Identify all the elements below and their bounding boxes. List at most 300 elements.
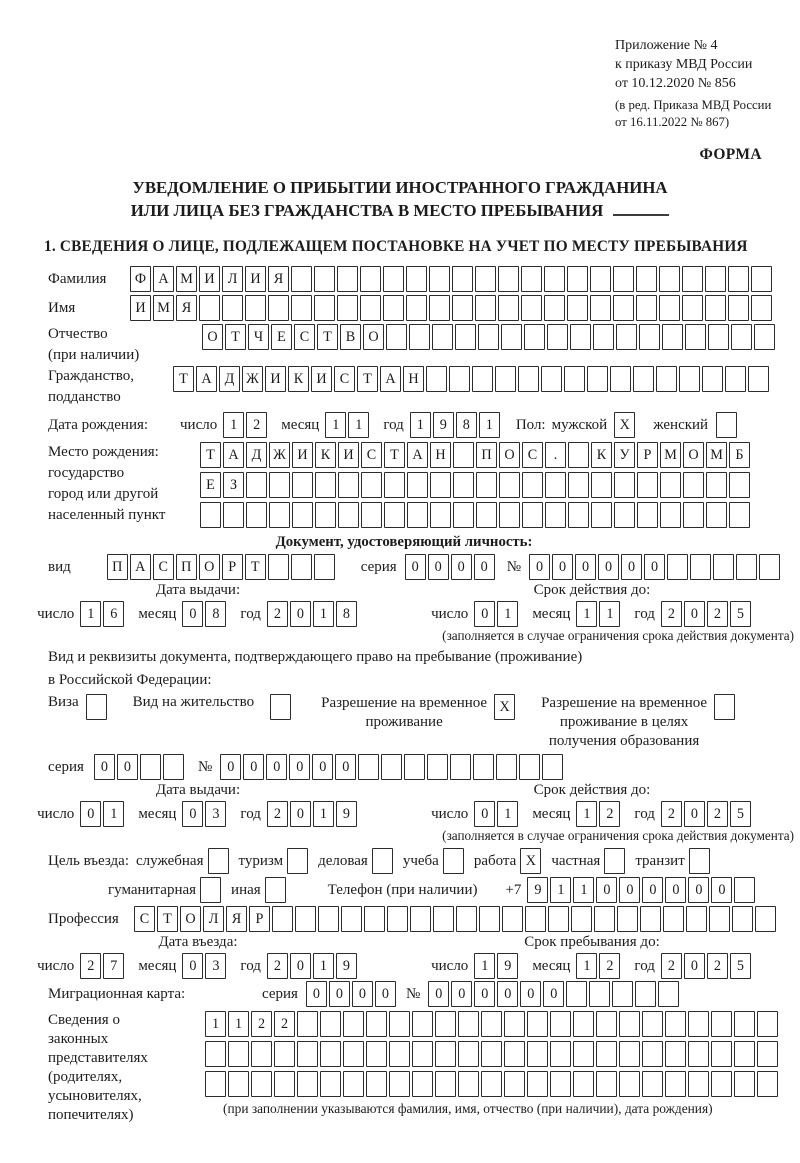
residence-doc-number-cell[interactable] [496,754,517,780]
identity-doc-issue-cell[interactable]: 1 [313,601,334,627]
surname-cell[interactable] [475,266,496,292]
representatives-row2-cell[interactable] [412,1041,433,1067]
given-name-cell[interactable] [337,295,358,321]
surname-cell[interactable] [728,266,749,292]
residence-doc-expiry-cell[interactable]: 0 [684,801,705,827]
representatives-row1-cell[interactable] [757,1011,778,1037]
given-name-cell[interactable] [682,295,703,321]
transit-checkbox[interactable] [689,848,710,874]
birth-date-cell[interactable]: 1 [325,412,346,438]
representatives-row2-cell[interactable] [757,1041,778,1067]
entry-date-cell[interactable]: 9 [336,953,357,979]
birth-date-cell[interactable]: 1 [348,412,369,438]
birth-place-row2-cell[interactable] [591,472,612,498]
surname-cell[interactable] [498,266,519,292]
identity-doc-expiry-cell[interactable]: 1 [497,601,518,627]
birth-place-row2-cell[interactable] [246,472,267,498]
surname-cell[interactable] [452,266,473,292]
identity-doc-type-cell[interactable]: С [153,554,174,580]
residence-doc-series-cell[interactable] [140,754,161,780]
surname-cell[interactable] [521,266,542,292]
citizenship-cell[interactable] [426,366,447,392]
representatives-row3-cell[interactable] [504,1071,525,1097]
birth-place-row2-cell[interactable] [384,472,405,498]
representatives-row1-cell[interactable] [734,1011,755,1037]
representatives-row3-cell[interactable] [481,1071,502,1097]
patronymic-cell[interactable]: Т [317,324,338,350]
identity-doc-expiry-cell[interactable]: 2 [661,601,682,627]
representatives-row2-cell[interactable] [527,1041,548,1067]
residence-doc-number-cell[interactable] [381,754,402,780]
residence-doc-number-cell[interactable]: 0 [220,754,241,780]
birth-place-row1-cell[interactable]: И [292,442,313,468]
representatives-row1-cell[interactable] [527,1011,548,1037]
citizenship-cell[interactable] [449,366,470,392]
identity-doc-expiry-cell[interactable]: 5 [730,601,751,627]
identity-doc-series-cell[interactable]: 0 [405,554,426,580]
birth-place-row3-cell[interactable] [522,502,543,528]
temp-residence-checkbox[interactable]: X [494,694,515,720]
identity-doc-issue-cell[interactable]: 2 [267,601,288,627]
citizenship-cell[interactable] [656,366,677,392]
representatives-row1-cell[interactable] [297,1011,318,1037]
given-name-cell[interactable] [383,295,404,321]
given-name-cell[interactable] [360,295,381,321]
representatives-row3-cell[interactable] [642,1071,663,1097]
stay-until-cell[interactable]: 2 [599,953,620,979]
residence-doc-series-cell[interactable]: 0 [117,754,138,780]
profession-cell[interactable]: Л [203,906,224,932]
entry-date-cell[interactable]: 2 [267,953,288,979]
birth-date-cell[interactable]: 1 [223,412,244,438]
work-checkbox[interactable]: X [520,848,541,874]
birth-place-row3-cell[interactable] [568,502,589,528]
residence-doc-issue-cell[interactable]: 0 [290,801,311,827]
representatives-row1-cell[interactable] [688,1011,709,1037]
representatives-row3-cell[interactable] [665,1071,686,1097]
identity-doc-number-cell[interactable] [736,554,757,580]
given-name-cell[interactable]: Я [176,295,197,321]
phone-cell[interactable]: 0 [619,877,640,903]
citizenship-cell[interactable] [748,366,769,392]
given-name-cell[interactable] [429,295,450,321]
birth-place-row3-cell[interactable] [453,502,474,528]
birth-place-row3-cell[interactable] [361,502,382,528]
citizenship-cell[interactable] [702,366,723,392]
residence-doc-number-cell[interactable] [519,754,540,780]
profession-cell[interactable] [640,906,661,932]
residence-doc-expiry-cell[interactable]: 2 [661,801,682,827]
representatives-row1-cell[interactable] [458,1011,479,1037]
given-name-cell[interactable] [613,295,634,321]
surname-cell[interactable] [314,266,335,292]
residence-doc-number-cell[interactable] [358,754,379,780]
identity-doc-number-cell[interactable]: 0 [575,554,596,580]
profession-cell[interactable] [594,906,615,932]
representatives-row2-cell[interactable] [435,1041,456,1067]
identity-doc-number-cell[interactable]: 0 [529,554,550,580]
birth-place-row1-cell[interactable]: С [361,442,382,468]
representatives-row2-cell[interactable] [366,1041,387,1067]
given-name-cell[interactable] [636,295,657,321]
birth-place-row3-cell[interactable] [591,502,612,528]
profession-cell[interactable] [617,906,638,932]
surname-cell[interactable] [705,266,726,292]
representatives-row3-cell[interactable] [343,1071,364,1097]
patronymic-cell[interactable]: О [363,324,384,350]
surname-cell[interactable] [751,266,772,292]
stay-until-cell[interactable]: 1 [576,953,597,979]
given-name-cell[interactable] [728,295,749,321]
residence-doc-expiry-cell[interactable]: 1 [576,801,597,827]
migration-card-number-cell[interactable]: 0 [428,981,449,1007]
official-checkbox[interactable] [208,848,229,874]
representatives-row1-cell[interactable] [481,1011,502,1037]
identity-doc-issue-cell[interactable]: 8 [205,601,226,627]
identity-doc-type-cell[interactable] [314,554,335,580]
representatives-row3-cell[interactable] [550,1071,571,1097]
representatives-row1-cell[interactable] [389,1011,410,1037]
representatives-row1-cell[interactable] [412,1011,433,1037]
representatives-row2-cell[interactable] [734,1041,755,1067]
phone-cell[interactable]: 9 [527,877,548,903]
citizenship-cell[interactable]: Д [219,366,240,392]
identity-doc-number-cell[interactable]: 0 [644,554,665,580]
citizenship-cell[interactable] [518,366,539,392]
visa-checkbox[interactable] [86,694,107,720]
birth-place-row2-cell[interactable] [292,472,313,498]
birth-place-row2-cell[interactable]: З [223,472,244,498]
birth-place-row3-cell[interactable] [660,502,681,528]
identity-doc-issue-cell[interactable]: 0 [290,601,311,627]
birth-place-row1-cell[interactable]: М [660,442,681,468]
representatives-row3-cell[interactable] [366,1071,387,1097]
representatives-row3-cell[interactable] [757,1071,778,1097]
representatives-row3-cell[interactable] [458,1071,479,1097]
given-name-cell[interactable] [406,295,427,321]
given-name-cell[interactable] [268,295,289,321]
birth-place-row3-cell[interactable] [614,502,635,528]
residence-doc-expiry-cell[interactable]: 2 [599,801,620,827]
phone-cell[interactable]: 0 [711,877,732,903]
given-name-cell[interactable] [222,295,243,321]
given-name-cell[interactable]: И [130,295,151,321]
birth-place-row2-cell[interactable] [660,472,681,498]
profession-cell[interactable] [548,906,569,932]
birth-place-row2-cell[interactable] [729,472,750,498]
phone-cell[interactable]: 1 [573,877,594,903]
entry-date-cell[interactable]: 3 [205,953,226,979]
representatives-row1-cell[interactable] [320,1011,341,1037]
birth-place-row3-cell[interactable] [729,502,750,528]
migration-card-number-cell[interactable] [589,981,610,1007]
birth-place-row1-cell[interactable]: С [522,442,543,468]
profession-cell[interactable] [502,906,523,932]
residence-doc-number-cell[interactable]: 0 [335,754,356,780]
representatives-row2-cell[interactable] [228,1041,249,1067]
representatives-row3-cell[interactable] [711,1071,732,1097]
birth-place-row2-cell[interactable] [430,472,451,498]
birth-place-row3-cell[interactable] [476,502,497,528]
birth-place-row3-cell[interactable] [223,502,244,528]
representatives-row1-cell[interactable] [435,1011,456,1037]
patronymic-cell[interactable] [547,324,568,350]
identity-doc-number-cell[interactable] [667,554,688,580]
residence-doc-issue-cell[interactable]: 1 [103,801,124,827]
residence-doc-expiry-cell[interactable]: 0 [474,801,495,827]
representatives-row3-cell[interactable] [205,1071,226,1097]
migration-card-number-cell[interactable]: 0 [543,981,564,1007]
stay-until-cell[interactable]: 9 [497,953,518,979]
migration-card-number-cell[interactable]: 0 [520,981,541,1007]
representatives-row1-cell[interactable] [573,1011,594,1037]
surname-cell[interactable] [636,266,657,292]
birth-place-row1-cell[interactable]: Н [430,442,451,468]
surname-cell[interactable] [613,266,634,292]
profession-cell[interactable] [571,906,592,932]
birth-place-row2-cell[interactable] [706,472,727,498]
representatives-row3-cell[interactable] [389,1071,410,1097]
identity-doc-number-cell[interactable]: 0 [621,554,642,580]
entry-date-cell[interactable]: 7 [103,953,124,979]
birth-place-row3-cell[interactable] [407,502,428,528]
profession-cell[interactable] [410,906,431,932]
birth-date-cell[interactable]: 8 [456,412,477,438]
patronymic-cell[interactable]: Т [225,324,246,350]
identity-doc-type-cell[interactable]: П [107,554,128,580]
identity-doc-expiry-cell[interactable]: 0 [474,601,495,627]
representatives-row2-cell[interactable] [458,1041,479,1067]
birth-place-row2-cell[interactable] [453,472,474,498]
representatives-row1-cell[interactable] [619,1011,640,1037]
given-name-cell[interactable] [659,295,680,321]
residence-doc-issue-cell[interactable]: 0 [182,801,203,827]
residence-doc-expiry-cell[interactable]: 5 [730,801,751,827]
birth-date-cell[interactable]: 9 [433,412,454,438]
residence-doc-expiry-cell[interactable]: 1 [497,801,518,827]
birth-place-row3-cell[interactable] [683,502,704,528]
citizenship-cell[interactable]: И [311,366,332,392]
surname-cell[interactable]: Ф [130,266,151,292]
patronymic-cell[interactable] [662,324,683,350]
residence-doc-issue-cell[interactable]: 9 [336,801,357,827]
citizenship-cell[interactable]: С [334,366,355,392]
identity-doc-number-cell[interactable] [759,554,780,580]
identity-doc-expiry-cell[interactable]: 0 [684,601,705,627]
patronymic-cell[interactable] [570,324,591,350]
birth-place-row1-cell[interactable]: А [407,442,428,468]
birth-place-row1-cell[interactable]: . [545,442,566,468]
representatives-row2-cell[interactable] [504,1041,525,1067]
birth-place-row3-cell[interactable] [637,502,658,528]
surname-cell[interactable] [337,266,358,292]
birth-place-row1-cell[interactable]: О [683,442,704,468]
representatives-row2-cell[interactable] [389,1041,410,1067]
representatives-row1-cell[interactable]: 2 [251,1011,272,1037]
profession-cell[interactable]: С [134,906,155,932]
residence-doc-number-cell[interactable] [404,754,425,780]
citizenship-cell[interactable]: А [196,366,217,392]
migration-card-number-cell[interactable]: 0 [451,981,472,1007]
study-checkbox[interactable] [443,848,464,874]
birth-place-row1-cell[interactable] [568,442,589,468]
other-checkbox[interactable] [265,877,286,903]
birth-place-row1-cell[interactable]: П [476,442,497,468]
identity-doc-issue-cell[interactable]: 0 [182,601,203,627]
birth-place-row2-cell[interactable] [361,472,382,498]
stay-until-cell[interactable]: 5 [730,953,751,979]
birth-place-row1-cell[interactable]: К [591,442,612,468]
migration-card-number-cell[interactable] [612,981,633,1007]
birth-place-row2-cell[interactable] [476,472,497,498]
birth-place-row2-cell[interactable] [338,472,359,498]
surname-cell[interactable]: И [199,266,220,292]
surname-cell[interactable] [291,266,312,292]
profession-cell[interactable] [295,906,316,932]
surname-cell[interactable] [544,266,565,292]
birth-place-row2-cell[interactable] [522,472,543,498]
identity-doc-issue-cell[interactable]: 6 [103,601,124,627]
patronymic-cell[interactable]: Е [271,324,292,350]
birth-place-row1-cell[interactable]: И [338,442,359,468]
representatives-row2-cell[interactable] [274,1041,295,1067]
representatives-row3-cell[interactable] [228,1071,249,1097]
surname-cell[interactable] [567,266,588,292]
profession-cell[interactable]: О [180,906,201,932]
private-checkbox[interactable] [604,848,625,874]
citizenship-cell[interactable]: Т [173,366,194,392]
citizenship-cell[interactable] [564,366,585,392]
representatives-row1-cell[interactable] [711,1011,732,1037]
profession-cell[interactable] [525,906,546,932]
given-name-cell[interactable]: М [153,295,174,321]
identity-doc-number-cell[interactable]: 0 [552,554,573,580]
patronymic-cell[interactable] [409,324,430,350]
birth-date-cell[interactable]: 1 [479,412,500,438]
identity-doc-number-cell[interactable] [713,554,734,580]
residence-doc-number-cell[interactable]: 0 [243,754,264,780]
profession-cell[interactable]: Р [249,906,270,932]
surname-cell[interactable] [406,266,427,292]
surname-cell[interactable] [659,266,680,292]
migration-card-number-cell[interactable] [566,981,587,1007]
given-name-cell[interactable] [567,295,588,321]
surname-cell[interactable]: А [153,266,174,292]
patronymic-cell[interactable] [386,324,407,350]
birth-date-cell[interactable]: 1 [410,412,431,438]
surname-cell[interactable]: И [245,266,266,292]
birth-place-row3-cell[interactable] [545,502,566,528]
birth-place-row1-cell[interactable]: О [499,442,520,468]
birth-place-row2-cell[interactable] [315,472,336,498]
representatives-row1-cell[interactable] [550,1011,571,1037]
entry-date-cell[interactable]: 2 [80,953,101,979]
representatives-row2-cell[interactable] [481,1041,502,1067]
profession-cell[interactable]: Я [226,906,247,932]
birth-place-row1-cell[interactable] [453,442,474,468]
given-name-cell[interactable] [544,295,565,321]
male-checkbox[interactable]: X [614,412,635,438]
representatives-row2-cell[interactable] [550,1041,571,1067]
citizenship-cell[interactable] [495,366,516,392]
representatives-row1-cell[interactable] [665,1011,686,1037]
citizenship-cell[interactable]: К [288,366,309,392]
profession-cell[interactable] [686,906,707,932]
surname-cell[interactable] [383,266,404,292]
profession-cell[interactable] [709,906,730,932]
patronymic-cell[interactable] [432,324,453,350]
residence-doc-number-cell[interactable]: 0 [266,754,287,780]
representatives-row2-cell[interactable] [619,1041,640,1067]
representatives-row3-cell[interactable] [412,1071,433,1097]
birth-date-cell[interactable]: 2 [246,412,267,438]
patronymic-cell[interactable]: О [202,324,223,350]
representatives-row2-cell[interactable] [665,1041,686,1067]
migration-card-number-cell[interactable]: 0 [474,981,495,1007]
representatives-row3-cell[interactable] [596,1071,617,1097]
birth-place-row3-cell[interactable] [269,502,290,528]
profession-cell[interactable] [732,906,753,932]
profession-cell[interactable] [479,906,500,932]
profession-cell[interactable] [341,906,362,932]
phone-cell[interactable]: 0 [596,877,617,903]
birth-place-row3-cell[interactable] [706,502,727,528]
entry-date-cell[interactable]: 0 [182,953,203,979]
residence-doc-number-cell[interactable] [473,754,494,780]
representatives-row3-cell[interactable] [435,1071,456,1097]
citizenship-cell[interactable] [541,366,562,392]
profession-cell[interactable] [387,906,408,932]
identity-doc-number-cell[interactable]: 0 [598,554,619,580]
patronymic-cell[interactable]: В [340,324,361,350]
profession-cell[interactable] [663,906,684,932]
migration-card-series-cell[interactable]: 0 [375,981,396,1007]
birth-place-row2-cell[interactable]: Е [200,472,221,498]
surname-cell[interactable]: Я [268,266,289,292]
profession-cell[interactable] [318,906,339,932]
birth-place-row2-cell[interactable] [637,472,658,498]
profession-cell[interactable] [364,906,385,932]
citizenship-cell[interactable]: Т [357,366,378,392]
identity-doc-expiry-cell[interactable]: 1 [599,601,620,627]
identity-doc-series-cell[interactable]: 0 [474,554,495,580]
representatives-row1-cell[interactable] [504,1011,525,1037]
profession-cell[interactable] [272,906,293,932]
citizenship-cell[interactable]: А [380,366,401,392]
profession-cell[interactable] [456,906,477,932]
birth-place-row2-cell[interactable] [545,472,566,498]
identity-doc-issue-cell[interactable]: 8 [336,601,357,627]
patronymic-cell[interactable]: Ч [248,324,269,350]
representatives-row2-cell[interactable] [688,1041,709,1067]
migration-card-series-cell[interactable]: 0 [306,981,327,1007]
identity-doc-series-cell[interactable]: 0 [451,554,472,580]
surname-cell[interactable]: Л [222,266,243,292]
given-name-cell[interactable] [452,295,473,321]
birth-place-row1-cell[interactable]: Д [246,442,267,468]
birth-place-row3-cell[interactable] [246,502,267,528]
identity-doc-type-cell[interactable]: А [130,554,151,580]
representatives-row2-cell[interactable] [297,1041,318,1067]
patronymic-cell[interactable]: С [294,324,315,350]
stay-until-cell[interactable]: 1 [474,953,495,979]
given-name-cell[interactable] [245,295,266,321]
identity-doc-type-cell[interactable]: О [199,554,220,580]
birth-place-row1-cell[interactable]: М [706,442,727,468]
profession-cell[interactable]: Т [157,906,178,932]
given-name-cell[interactable] [521,295,542,321]
patronymic-cell[interactable] [524,324,545,350]
